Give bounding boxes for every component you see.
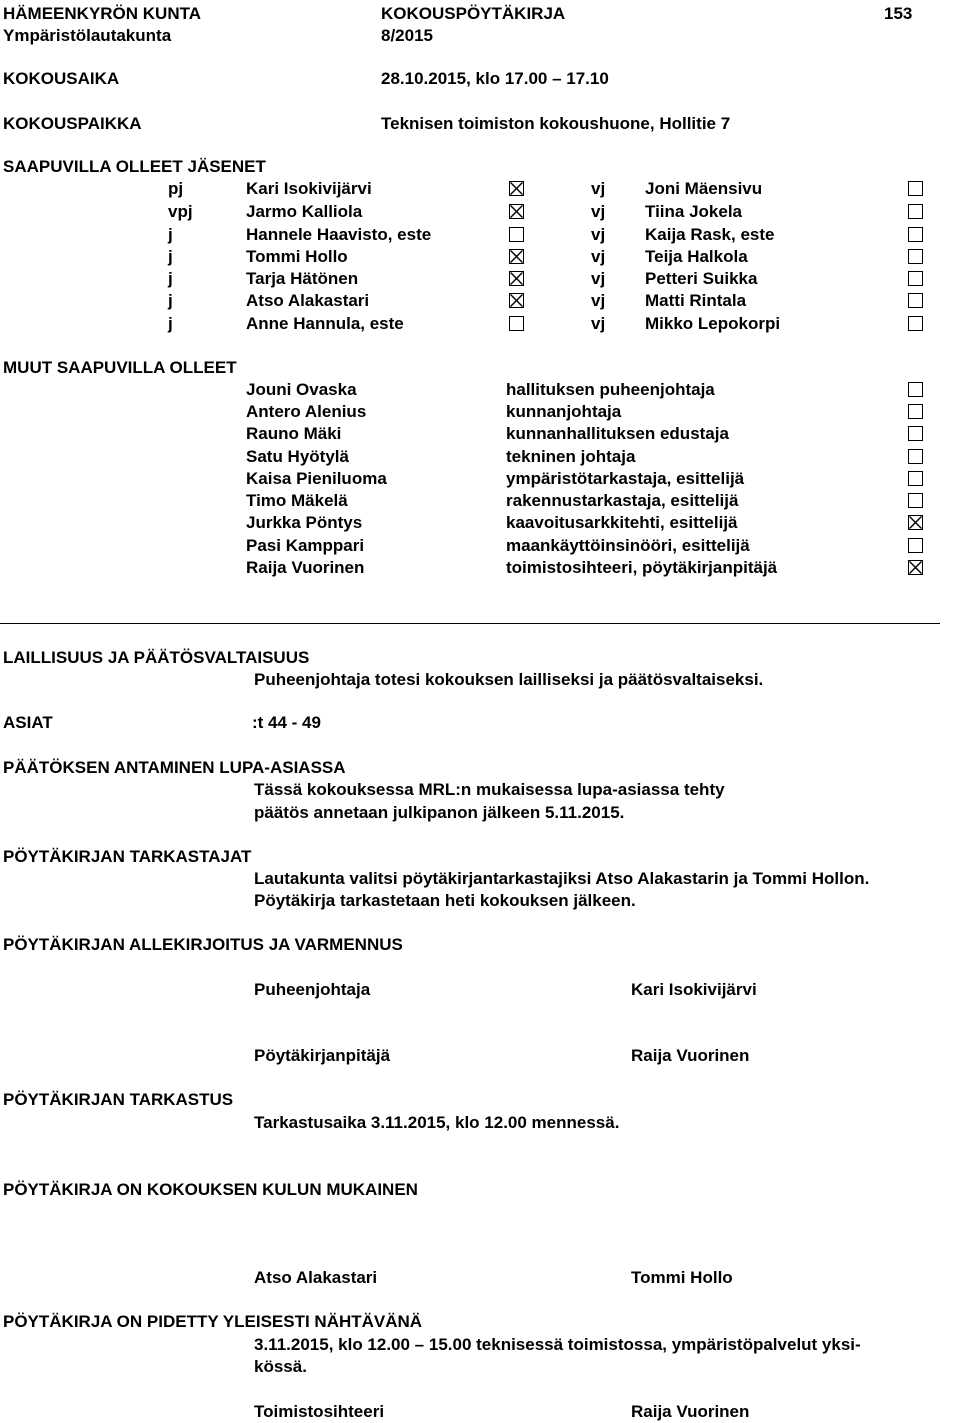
deputy-attendance-checkbox — [908, 271, 923, 286]
member-role: j — [168, 314, 173, 333]
reviewers-line-2: Pöytäkirja tarkastetaan heti kokouksen jälkeen. — [254, 891, 636, 910]
review-title: PÖYTÄKIRJAN TARKASTUS — [3, 1090, 234, 1109]
member-name: Kari Isokivijärvi — [246, 179, 372, 198]
permit-line-1: Tässä kokouksessa MRL:n mukaisessa lupa-asiassa tehty — [254, 780, 725, 799]
display-signer-name: Raija Vuorinen — [631, 1402, 750, 1421]
attendance-checkbox — [509, 271, 524, 286]
deputy-name: Matti Rintala — [645, 291, 747, 310]
meeting-time: 28.10.2015, klo 17.00 – 17.10 — [381, 69, 609, 88]
member-role: vpj — [168, 202, 193, 221]
checked-mark-icon — [510, 272, 523, 285]
member-role: j — [168, 225, 173, 244]
legality-title: LAILLISUUS JA PÄÄTÖSVALTAISUUS — [3, 648, 310, 667]
attendee-name: Jurkka Pöntys — [246, 513, 363, 532]
attendance-checkbox — [908, 538, 923, 553]
display-title: PÖYTÄKIRJA ON PIDETTY YLEISESTI NÄHTÄVÄNÄ — [3, 1312, 423, 1331]
items-value: :t 44 - 49 — [252, 713, 321, 732]
permit-title: PÄÄTÖKSEN ANTAMINEN LUPA-ASIASSA — [3, 758, 346, 777]
chair-name: Kari Isokivijärvi — [631, 980, 757, 999]
checked-mark-icon — [510, 250, 523, 263]
page-number: 153 — [884, 4, 913, 23]
accordance-title: PÖYTÄKIRJA ON KOKOUKSEN KULUN MUKAINEN — [3, 1180, 418, 1199]
deputy-name: Petteri Suikka — [645, 269, 758, 288]
member-role: j — [168, 291, 173, 310]
deputy-attendance-checkbox — [908, 227, 923, 242]
document-type: KOKOUSPÖYTÄKIRJA — [381, 4, 566, 23]
attendee-title: hallituksen puheenjohtaja — [506, 380, 715, 399]
reviewers-title: PÖYTÄKIRJAN TARKASTAJAT — [3, 847, 252, 866]
attendance-checkbox — [908, 449, 923, 464]
attendee-title: kunnanhallituksen edustaja — [506, 424, 729, 443]
deputy-role: vj — [591, 314, 606, 333]
attendee-name: Pasi Kamppari — [246, 536, 365, 555]
meeting-time-label: KOKOUSAIKA — [3, 69, 120, 88]
attendance-checkbox — [908, 471, 923, 486]
deputy-attendance-checkbox — [908, 249, 923, 264]
attendee-title: kaavoitusarkkitehti, esittelijä — [506, 513, 738, 532]
member-role: j — [168, 247, 173, 266]
attendance-checkbox — [509, 204, 524, 219]
checked-mark-icon — [909, 516, 922, 529]
deputy-name: Tiina Jokela — [645, 202, 743, 221]
member-name: Anne Hannula, este — [246, 314, 404, 333]
deputy-role: vj — [591, 291, 606, 310]
attendee-title: rakennustarkastaja, esittelijä — [506, 491, 739, 510]
legality-text: Puheenjohtaja totesi kokouksen lailliseksi ja päätösvaltaiseksi. — [254, 670, 764, 689]
attendee-name: Satu Hyötylä — [246, 447, 349, 466]
deputy-attendance-checkbox — [908, 181, 923, 196]
deputy-role: vj — [591, 202, 606, 221]
deputy-attendance-checkbox — [908, 293, 923, 308]
attendance-checkbox — [908, 404, 923, 419]
attendee-title: tekninen johtaja — [506, 447, 636, 466]
attendance-checkbox — [908, 493, 923, 508]
items-label: ASIAT — [3, 713, 53, 732]
deputy-name: Mikko Lepokorpi — [645, 314, 781, 333]
display-line-1: 3.11.2015, klo 12.00 – 15.00 teknisessä toimistossa, ympäristöpalvelut yksi- — [254, 1335, 861, 1354]
member-name: Tommi Hollo — [246, 247, 348, 266]
permit-line-2: päätös annetaan julkipanon jälkeen 5.11.2015. — [254, 803, 625, 822]
deputy-attendance-checkbox — [908, 204, 923, 219]
attendee-name: Kaisa Pieniluoma — [246, 469, 387, 488]
secretary-label: Pöytäkirjanpitäjä — [254, 1046, 391, 1065]
attendee-title: kunnanjohtaja — [506, 402, 622, 421]
chair-label: Puheenjohtaja — [254, 980, 371, 999]
member-name: Hannele Haavisto, este — [246, 225, 432, 244]
checked-mark-icon — [510, 205, 523, 218]
deputy-role: vj — [591, 269, 606, 288]
deputy-attendance-checkbox — [908, 316, 923, 331]
deputy-role: vj — [591, 225, 606, 244]
attendee-title: toimistosihteeri, pöytäkirjanpitäjä — [506, 558, 778, 577]
attendee-name: Timo Mäkelä — [246, 491, 348, 510]
display-line-2: kössä. — [254, 1357, 307, 1376]
reviewer-2-name: Tommi Hollo — [631, 1268, 733, 1287]
secretary-name: Raija Vuorinen — [631, 1046, 750, 1065]
member-name: Atso Alakastari — [246, 291, 370, 310]
divider — [0, 623, 940, 624]
checked-mark-icon — [909, 561, 922, 574]
reviewer-1-name: Atso Alakastari — [254, 1268, 378, 1287]
others-title: MUUT SAAPUVILLA OLLEET — [3, 358, 237, 377]
member-name: Tarja Hätönen — [246, 269, 359, 288]
deputy-name: Teija Halkola — [645, 247, 748, 266]
signatures-title: PÖYTÄKIRJAN ALLEKIRJOITUS JA VARMENNUS — [3, 935, 403, 954]
attendance-checkbox — [908, 426, 923, 441]
meeting-place-label: KOKOUSPAIKKA — [3, 114, 142, 133]
attendance-checkbox — [509, 316, 524, 331]
member-name: Jarmo Kalliola — [246, 202, 363, 221]
reviewers-line-1: Lautakunta valitsi pöytäkirjantarkastajiksi Atso Alakastarin ja Tommi Hollon. — [254, 869, 870, 888]
deputy-role: vj — [591, 247, 606, 266]
attendee-name: Jouni Ovaska — [246, 380, 357, 399]
attendee-name: Antero Alenius — [246, 402, 367, 421]
deputy-role: vj — [591, 179, 606, 198]
committee: Ympäristölautakunta — [3, 26, 172, 45]
meeting-number: 8/2015 — [381, 26, 433, 45]
attendance-checkbox — [908, 382, 923, 397]
attendee-name: Raija Vuorinen — [246, 558, 365, 577]
checked-mark-icon — [510, 182, 523, 195]
attendance-checkbox — [509, 227, 524, 242]
member-role: j — [168, 269, 173, 288]
attendee-title: ympäristötarkastaja, esittelijä — [506, 469, 745, 488]
display-signer-title: Toimistosihteeri — [254, 1402, 385, 1421]
attendance-checkbox — [908, 560, 923, 575]
attendance-checkbox — [908, 515, 923, 530]
member-role: pj — [168, 179, 184, 198]
deputy-name: Kaija Rask, este — [645, 225, 775, 244]
attendance-checkbox — [509, 181, 524, 196]
members-title: SAAPUVILLA OLLEET JÄSENET — [3, 157, 266, 176]
attendee-title: maankäyttöinsinööri, esittelijä — [506, 536, 750, 555]
review-text: Tarkastusaika 3.11.2015, klo 12.00 mennessä. — [254, 1113, 620, 1132]
attendee-name: Rauno Mäki — [246, 424, 342, 443]
checked-mark-icon — [510, 294, 523, 307]
municipality: HÄMEENKYRÖN KUNTA — [3, 4, 202, 23]
attendance-checkbox — [509, 293, 524, 308]
deputy-name: Joni Mäensivu — [645, 179, 763, 198]
meeting-place: Teknisen toimiston kokoushuone, Hollitie 7 — [381, 114, 731, 133]
attendance-checkbox — [509, 249, 524, 264]
